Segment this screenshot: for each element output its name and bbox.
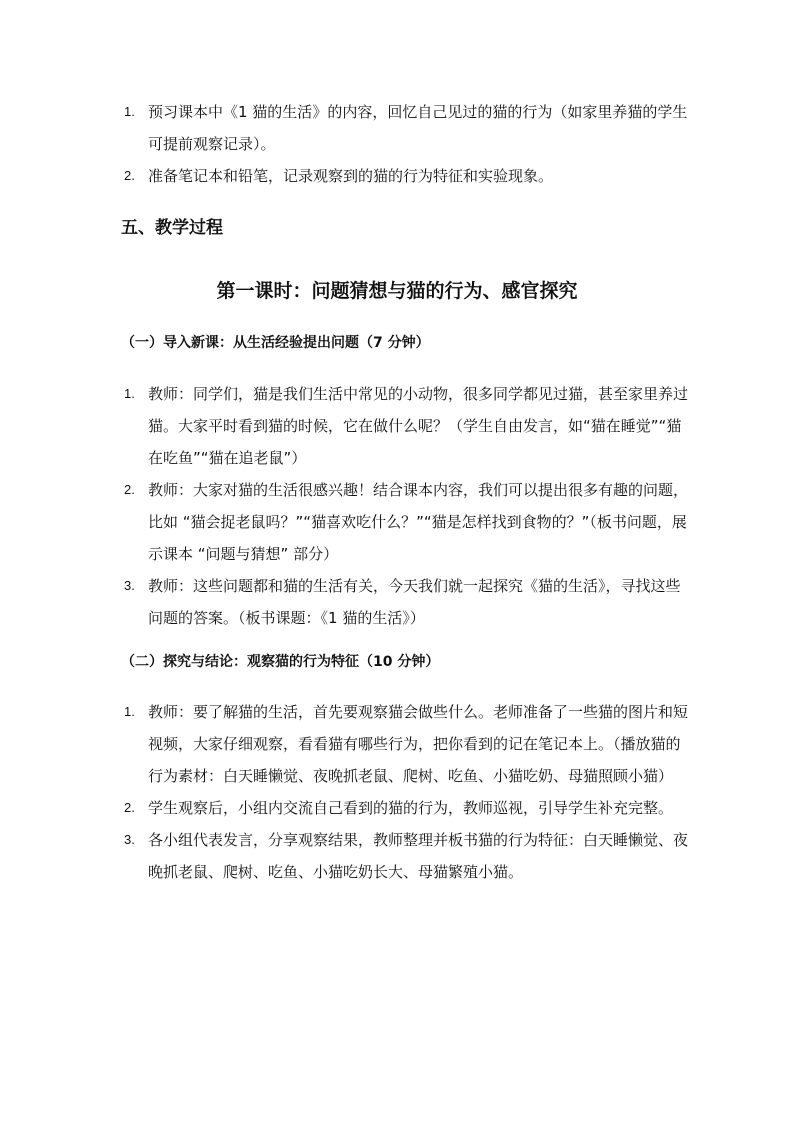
list-item <box>124 792 694 824</box>
list-item-text: 准备笔记本和铅笔，记录观察到的猫的行为特征和实验现象。 <box>148 167 554 185</box>
list-item-text: 各小组代表发言，分享观察结果，教师整理并板书猫的行为特征：白天睡懒觉、夜晚抓老鼠、爬树、吃鱼、小猫吃奶长大、母猫繁殖小猫。 <box>148 831 689 881</box>
list-number: 3. <box>124 578 135 593</box>
list-item-text: 预习课本中《1 猫的生活》的内容，回忆自己见过的猫的行为（如家里养猫的学生可提前观察记录）。 <box>148 103 688 153</box>
subsection-heading-intro: （一）导入新课：从生活经验提出问题（7 分钟） <box>121 335 430 351</box>
list-number: 2. <box>124 482 135 497</box>
list-item <box>124 570 694 634</box>
section-heading: 五、教学过程 <box>121 218 223 238</box>
list-number: 3. <box>124 832 135 847</box>
list-number: 2. <box>124 800 135 815</box>
list-number: 2. <box>124 168 135 183</box>
list-item <box>124 378 694 474</box>
intro-steps-list <box>124 378 694 634</box>
preparation-list <box>124 96 694 192</box>
list-item <box>124 824 694 888</box>
list-item-text: 教师：这些问题都和猫的生活有关，今天我们就一起探究《猫的生活》，寻找这些问题的答案。（板书课题：《1 猫的生活》） <box>148 577 681 627</box>
explore-steps-list <box>124 696 694 888</box>
list-item <box>124 474 694 570</box>
list-number: 1. <box>124 704 135 719</box>
list-number: 1. <box>124 386 135 401</box>
list-item <box>124 696 694 792</box>
lesson-title: 第一课时：问题猜想与猫的行为、感官探究 <box>216 280 578 302</box>
subsection-heading-explore: （二）探究与结论：观察猫的行为特征（10 分钟） <box>121 654 440 670</box>
list-item-text: 教师：同学们，猫是我们生活中常见的小动物，很多同学都见过猫，甚至家里养过猫。大家平时看到猫的时候，它在做什么呢？（学生自由发言，如“猫在睡觉”“猫在吃鱼”“猫在追老鼠”） <box>148 385 689 467</box>
list-number: 1. <box>124 104 135 119</box>
list-item-text: 学生观察后，小组内交流自己看到的猫的行为，教师巡视，引导学生补充完整。 <box>148 799 674 817</box>
list-item-text: 教师：要了解猫的生活，首先要观察猫会做些什么。老师准备了一些猫的图片和短视频，大家仔细观察，看看猫有哪些行为，把你看到的记在笔记本上。（播放猫的行为素材：白天睡懒觉、夜晚抓老鼠、爬树、吃鱼、小猫吃奶、母猫照顾小猫） <box>148 703 689 785</box>
list-item <box>124 160 694 192</box>
list-item-text: 教师：大家对猫的生活很感兴趣！结合课本内容，我们可以提出很多有趣的问题，比如 “猫会捉老鼠吗？”“猫喜欢吃什么？”“猫是怎样找到食物的？”（板书问题，展示课本 “问题与猜想” 部分） <box>148 481 689 563</box>
list-item <box>124 96 694 160</box>
